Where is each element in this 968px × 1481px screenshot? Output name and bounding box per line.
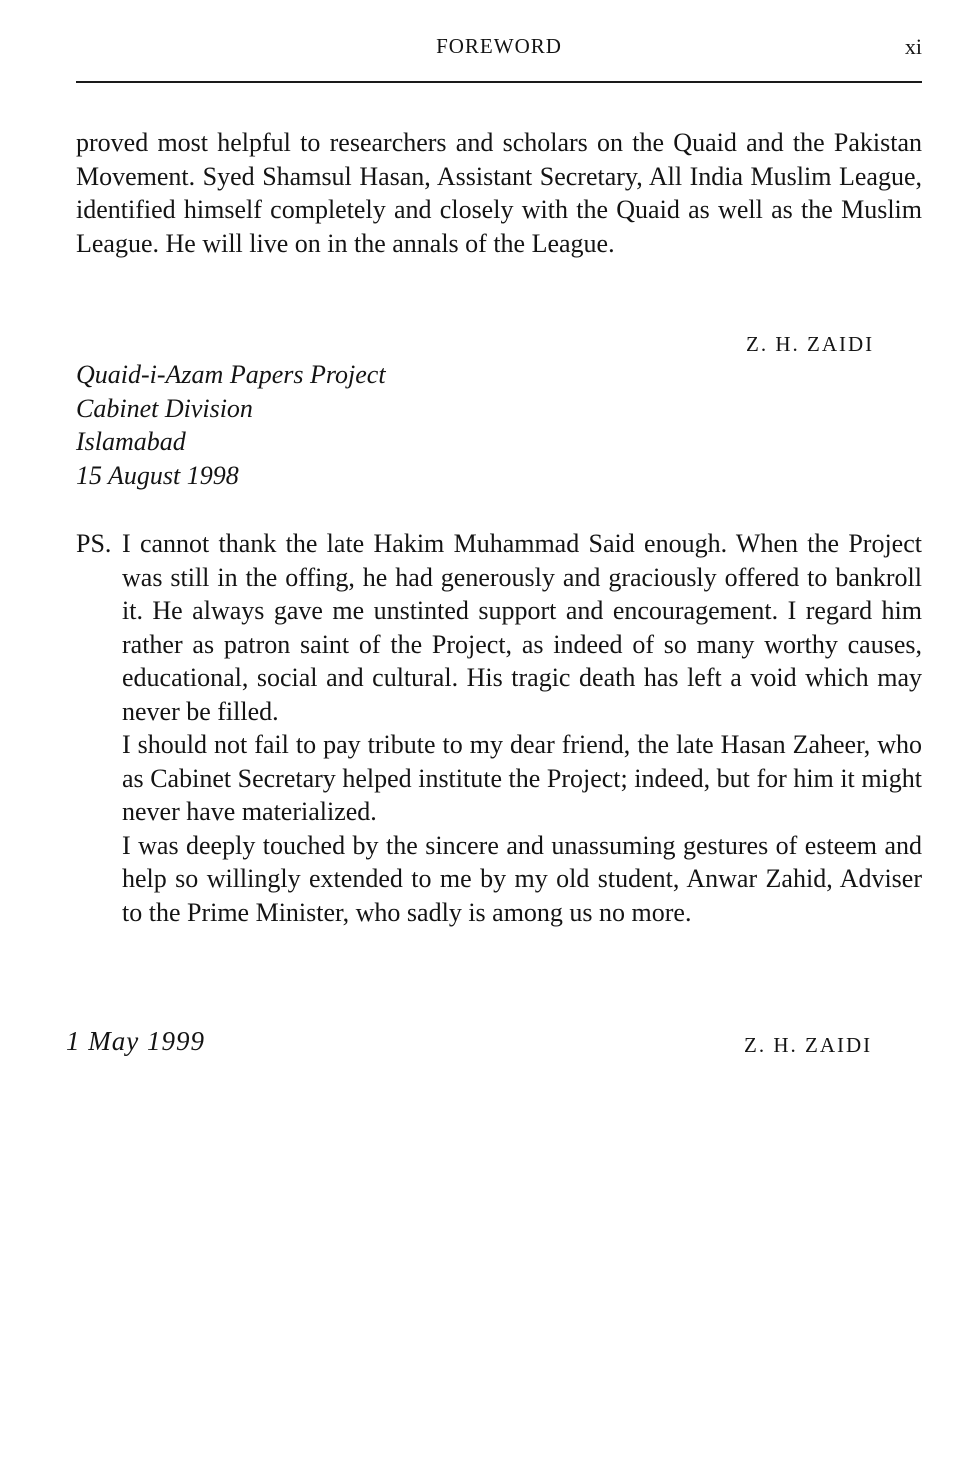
closing-date: 1 May 1999 [66,1026,205,1056]
address-line-city: Islamabad [76,427,186,456]
header-rule [76,81,922,83]
running-title: FOREWORD [436,34,562,58]
address-line-division: Cabinet Division [76,393,253,423]
opening-paragraph: proved most helpful to researchers and scholars on the Quaid and the Pakistan Movement. Syed Shamsul Hasan, Assistant Secretary, All India Muslim League, identified himself completely and closely with the Quaid as well as the Muslim League. He will live on in the annals of the League. [76,128,922,258]
postscript-block [76,527,922,929]
postscript-paragraph: I cannot thank the late Hakim Muhammad Said enough. When the Project was still in the offing, he had generously and graciously offered to bankroll it. He always gave me unstinted support and encouragement. I regard him rather as patron saint of the Project, as indeed of so many worthy causes, educational, social and cultural. His tragic death has left a void which may never be filled. [122,529,922,726]
postscript-marker: PS. [76,529,112,558]
running-head [76,34,922,64]
signature-closing: Z. H. ZAIDI [744,1033,873,1057]
signature-first: Z. H. ZAIDI [746,332,875,356]
address-line-project: Quaid-i-Azam Papers Project [76,360,386,389]
address-line-date: 15 August 1998 [76,460,239,490]
address-block [76,358,386,492]
page-number: xi [904,34,922,59]
postscript-paragraph: I was deeply touched by the sincere and unassuming gestures of esteem and help so willingly extended to me by my old student, Anwar Zahid, Adviser to the Prime Minister, who sadly is among us no more. [122,830,922,927]
postscript-paragraph: I should not fail to pay tribute to my dear friend, the late Hasan Zaheer, who as Cabinet Secretary helped institute the Project; indeed, but for him it might never have materialized. [122,730,922,826]
